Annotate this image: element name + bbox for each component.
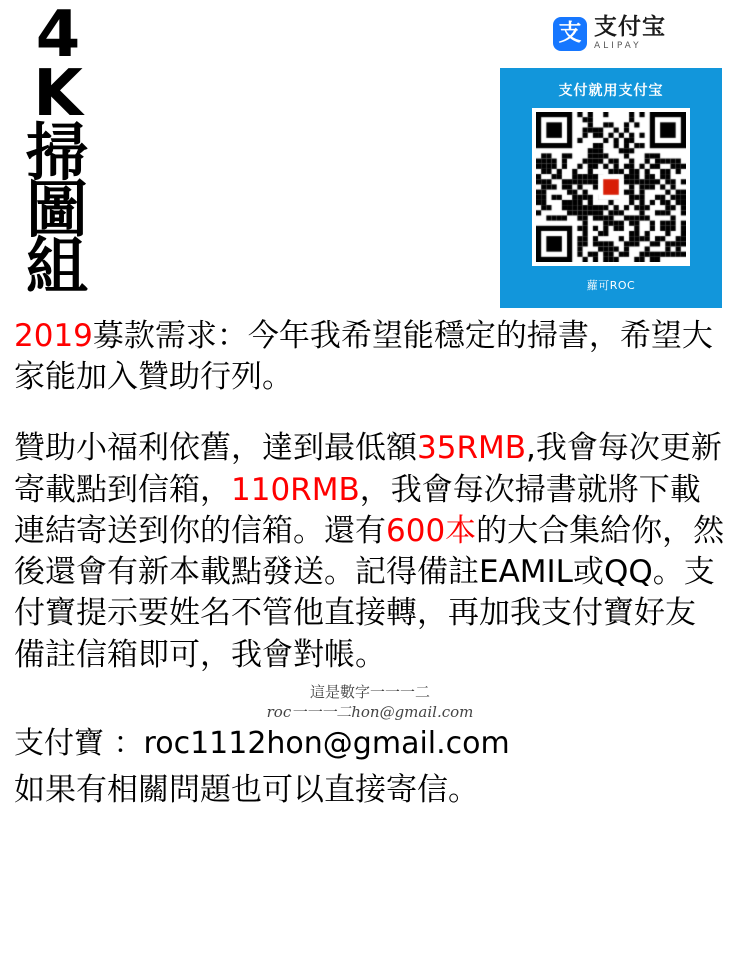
note-line-1: 這是數字一一一二 — [309, 682, 430, 701]
poster-body — [14, 316, 726, 817]
qr-code-box — [532, 108, 690, 266]
text-segment: 35RMB — [417, 430, 526, 467]
title-char-2: K — [33, 56, 81, 131]
alipay-mark-icon: 支 — [553, 17, 587, 51]
title-char-4: 圖 — [25, 172, 88, 246]
poster-header — [0, 0, 736, 310]
alipay-wordmark — [594, 16, 666, 51]
qr-card — [500, 68, 722, 308]
paragraph-funding-goal — [14, 316, 726, 398]
title-char-3: 掃 — [25, 115, 88, 189]
qr-card-title: 支付就用支付宝 — [558, 83, 664, 99]
paragraph-reward-tiers — [14, 428, 726, 675]
handwritten-note — [14, 682, 726, 723]
closing-line: 如果有相關問題也可以直接寄信。 — [14, 772, 479, 809]
alipay-logo — [553, 16, 666, 51]
qr-card-caption: 蘿可ROC — [586, 279, 636, 292]
text-segment: 的大合集給你，然後還會有新本載點發送。記得備註EAMIL或QQ。支付寶提示要姓名不管他直接轉，再加我支付寶好友備註信箱即可，我會對帳。 — [14, 512, 725, 673]
title-char-1: 4 — [35, 0, 79, 72]
title-char-5: 組 — [25, 229, 88, 303]
text-segment: 110RMB — [231, 471, 360, 508]
text-segment: ，我會每次掃書就將下載連結寄送到你的信箱。還有 — [14, 471, 701, 549]
contact-email: roc1112hon@gmail.com — [143, 726, 510, 762]
text-segment: 募款需求：今年我希望能穩定的掃書，希望大家能加入贊助行列。 — [14, 318, 713, 396]
contact-label: 支付寶 ： — [14, 726, 144, 762]
contact-line — [14, 724, 726, 764]
text-segment: 600本 — [386, 512, 477, 549]
qr-code-icon — [536, 112, 686, 262]
poster-vertical-title — [14, 0, 100, 303]
alipay-name-cn: 支付宝 — [594, 14, 666, 40]
alipay-name-en: ALIPAY — [594, 41, 642, 51]
note-line-2: roc一一一二hon@gmail.com — [266, 703, 474, 721]
text-segment: ,我會每次更新寄載點到信箱， — [14, 430, 722, 508]
text-segment: 2019 — [14, 318, 93, 354]
text-segment: 贊助小福利依舊，達到最低額 — [14, 430, 417, 467]
